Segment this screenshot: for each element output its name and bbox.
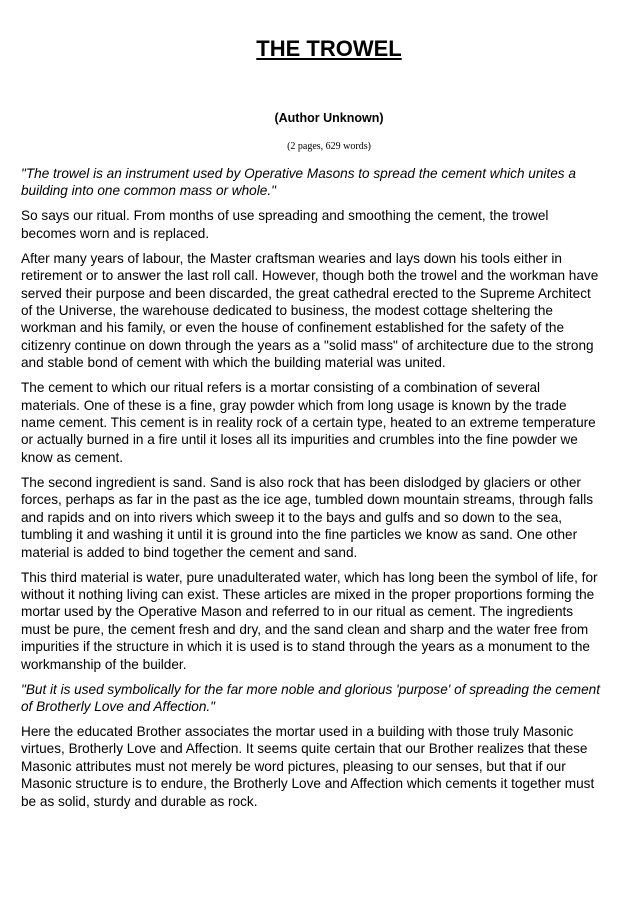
paragraph-line: workman and his family, or even the house of confinement established for the safety of the bbox=[21, 320, 565, 336]
paragraph-line: virtues, Brotherly Love and Affection. It seems quite certain that our Brother realizes that these bbox=[21, 741, 588, 757]
paragraph-line: So says our ritual. From months of use spreading and smoothing the cement, the trowel bbox=[21, 208, 549, 224]
document-author: (Author Unknown) bbox=[274, 111, 384, 125]
paragraph-line: without it nothing living can exist. These articles are mixed in the proper proportions forming the bbox=[21, 586, 595, 602]
paragraph bbox=[21, 569, 638, 673]
paragraph-line: "But it is used symbolically for the far more noble and glorious 'purpose' of spreading the cement bbox=[21, 681, 600, 697]
paragraph bbox=[21, 250, 638, 372]
paragraph-line: of Brotherly Love and Affection." bbox=[21, 698, 215, 714]
paragraph-line: know as cement. bbox=[21, 449, 123, 465]
paragraph-line: citizenry continue on down through the years as a "solid mass" of architecture due to the strong bbox=[21, 337, 594, 353]
paragraph-line: The cement to which our ritual refers is a mortar consisting of a combination of several bbox=[21, 380, 541, 396]
paragraph-line: or actually burned in a fire until it loses all its impurities and crumbles into the fine powder we bbox=[21, 432, 578, 448]
paragraph-line: building into one common mass or whole." bbox=[21, 183, 276, 199]
paragraph-line: must be pure, the cement fresh and dry, and the sand clean and sharp and the water free from bbox=[21, 621, 589, 637]
document-title: THE TROWEL bbox=[256, 36, 402, 61]
paragraph bbox=[21, 207, 638, 242]
paragraph-line: This third material is water, pure unadulterated water, which has long been the symbol of life, for bbox=[21, 569, 598, 585]
paragraph-line: Here the educated Brother associates the mortar used in a building with those truly Masonic bbox=[21, 723, 574, 739]
paragraph-line: retirement or to answer the last roll call. However, though both the trowel and the workman have bbox=[21, 268, 599, 284]
paragraph bbox=[21, 165, 638, 200]
paragraph-line: Masonic structure is to endure, the Brotherly Love and Affection which cements it together must bbox=[21, 776, 595, 792]
paragraph-line: The second ingredient is sand. Sand is also rock that has been dislodged by glaciers or other bbox=[21, 474, 581, 490]
paragraph-line: name cement. This cement is in reality rock of a certain type, heated to an extreme temperature bbox=[21, 415, 596, 431]
paragraph-line: and rapids and on into rivers which sweep it to the bays and gulfs and so down to the sea, bbox=[21, 509, 563, 525]
document-meta: (2 pages, 629 words) bbox=[287, 141, 371, 152]
paragraph-line: "The trowel is an instrument used by Operative Masons to spread the cement which unites a bbox=[21, 166, 576, 181]
paragraph-line: be as solid, sturdy and durable as rock. bbox=[21, 793, 258, 809]
paragraph-line: becomes worn and is replaced. bbox=[21, 225, 210, 241]
paragraph-line: impurities if the structure in which it is used is to stand through the years as a monument to the bbox=[21, 639, 590, 655]
paragraph-line: tumbling it and washing it until it is ground into the fine particles we know as sand. One other bbox=[21, 527, 578, 543]
paragraph-line: of the Universe, the warehouse dedicated to business, the modest cottage sheltering the bbox=[21, 303, 553, 319]
paragraph-line: Masonic attributes must not merely be word pictures, pleasing to our senses, but that if our bbox=[21, 758, 566, 774]
paragraph-line: After many years of labour, the Master craftsman wearies and lays down his tools either in bbox=[21, 250, 562, 266]
paragraph bbox=[21, 379, 638, 466]
paragraph bbox=[21, 474, 638, 561]
paragraph-line: and stable bond of cement with which the building material was united. bbox=[21, 355, 446, 371]
paragraph-line: material is added to bind together the cement and sand. bbox=[21, 544, 358, 560]
paragraph-line: forces, perhaps as far in the past as the ice age, tumbled down mountain streams, through falls bbox=[21, 492, 594, 508]
paragraph-line: materials. One of these is a fine, gray powder which from long usage is known by the trade bbox=[21, 397, 567, 413]
paragraph-line: served their purpose and been discarded, the great cathedral erected to the Supreme Architect bbox=[21, 285, 591, 301]
document-body bbox=[21, 165, 638, 818]
paragraph-line: mortar used by the Operative Mason and referred to in our ritual as cement. The ingredients bbox=[21, 604, 574, 620]
paragraph bbox=[21, 723, 638, 810]
paragraph bbox=[21, 681, 638, 716]
paragraph-line: workmanship of the builder. bbox=[21, 656, 187, 672]
